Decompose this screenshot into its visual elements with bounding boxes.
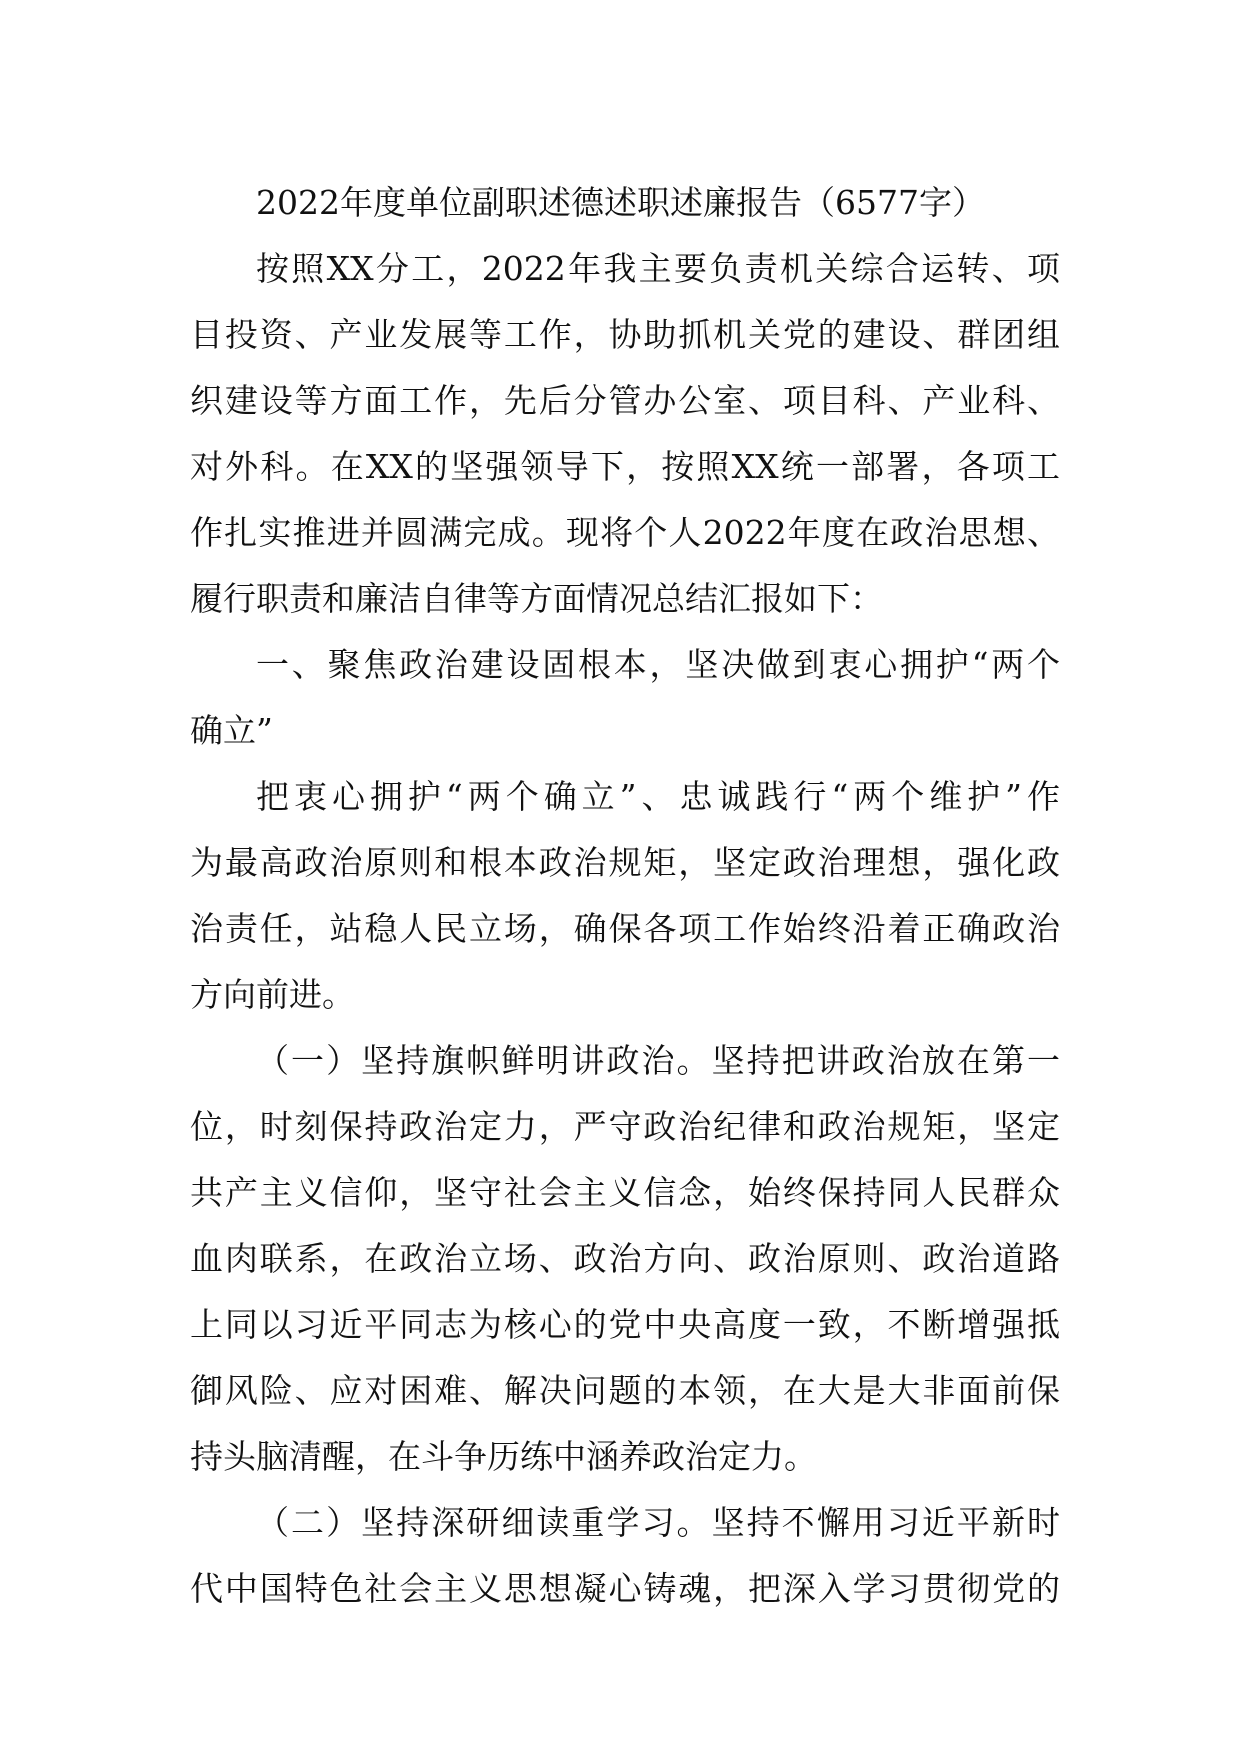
text-line: （一）坚持旗帜鲜明讲政治。坚持把讲政治放在第一 xyxy=(256,1041,1060,1080)
text-line: 代中国特色社会主义思想凝心铸魂，把深入学习贯彻党的 xyxy=(190,1569,1060,1608)
text-line: 织建设等方面工作，先后分管办公室、项目科、产业科、 xyxy=(190,381,1060,420)
document-body xyxy=(190,170,1060,1622)
text-line: 共产主义信仰，坚守社会主义信念，始终保持同人民群众 xyxy=(190,1173,1060,1212)
text-line: 治责任，站稳人民立场，确保各项工作始终沿着正确政治 xyxy=(190,909,1060,948)
section-heading-1 xyxy=(190,632,1060,764)
text-line: 一、聚焦政治建设固根本，坚决做到衷心拥护“两个 xyxy=(256,645,1060,684)
text-line: （二）坚持深研细读重学习。坚持不懈用习近平新时 xyxy=(256,1503,1060,1542)
paragraph-subsection-1 xyxy=(190,1028,1060,1490)
paragraph-intro xyxy=(190,236,1060,632)
text-line: 御风险、应对困难、解决问题的本领，在大是大非面前保 xyxy=(190,1371,1060,1410)
text-line: 作扎实推进并圆满完成。现将个人2022年度在政治思想、 xyxy=(190,513,1060,552)
text-line: 位，时刻保持政治定力，严守政治纪律和政治规矩，坚定 xyxy=(190,1107,1060,1146)
paragraph-section-1 xyxy=(190,764,1060,1028)
text-line: 对外科。在XX的坚强领导下，按照XX统一部署，各项工 xyxy=(190,447,1060,486)
text-line: 上同以习近平同志为核心的党中央高度一致，不断增强抵 xyxy=(190,1305,1060,1344)
text-line: 把衷心拥护“两个确立”、忠诚践行“两个维护”作 xyxy=(256,777,1060,816)
text-line: 为最高政治原则和根本政治规矩，坚定政治理想，强化政 xyxy=(190,843,1060,882)
text-line: 持头脑清醒，在斗争历练中涵养政治定力。 xyxy=(190,1437,817,1476)
text-line: 目投资、产业发展等工作，协助抓机关党的建设、群团组 xyxy=(190,315,1060,354)
text-line: 方向前进。 xyxy=(190,975,355,1014)
text-line: 按照XX分工，2022年我主要负责机关综合运转、项 xyxy=(256,249,1060,288)
text-line: 履行职责和廉洁自律等方面情况总结汇报如下： xyxy=(190,579,883,618)
paragraph-subsection-2 xyxy=(190,1490,1060,1622)
text-line: 确立” xyxy=(190,711,273,750)
document-title: 2022年度单位副职述德述职述廉报告（6577字） xyxy=(256,183,985,222)
text-line: 血肉联系，在政治立场、政治方向、政治原则、政治道路 xyxy=(190,1239,1060,1278)
